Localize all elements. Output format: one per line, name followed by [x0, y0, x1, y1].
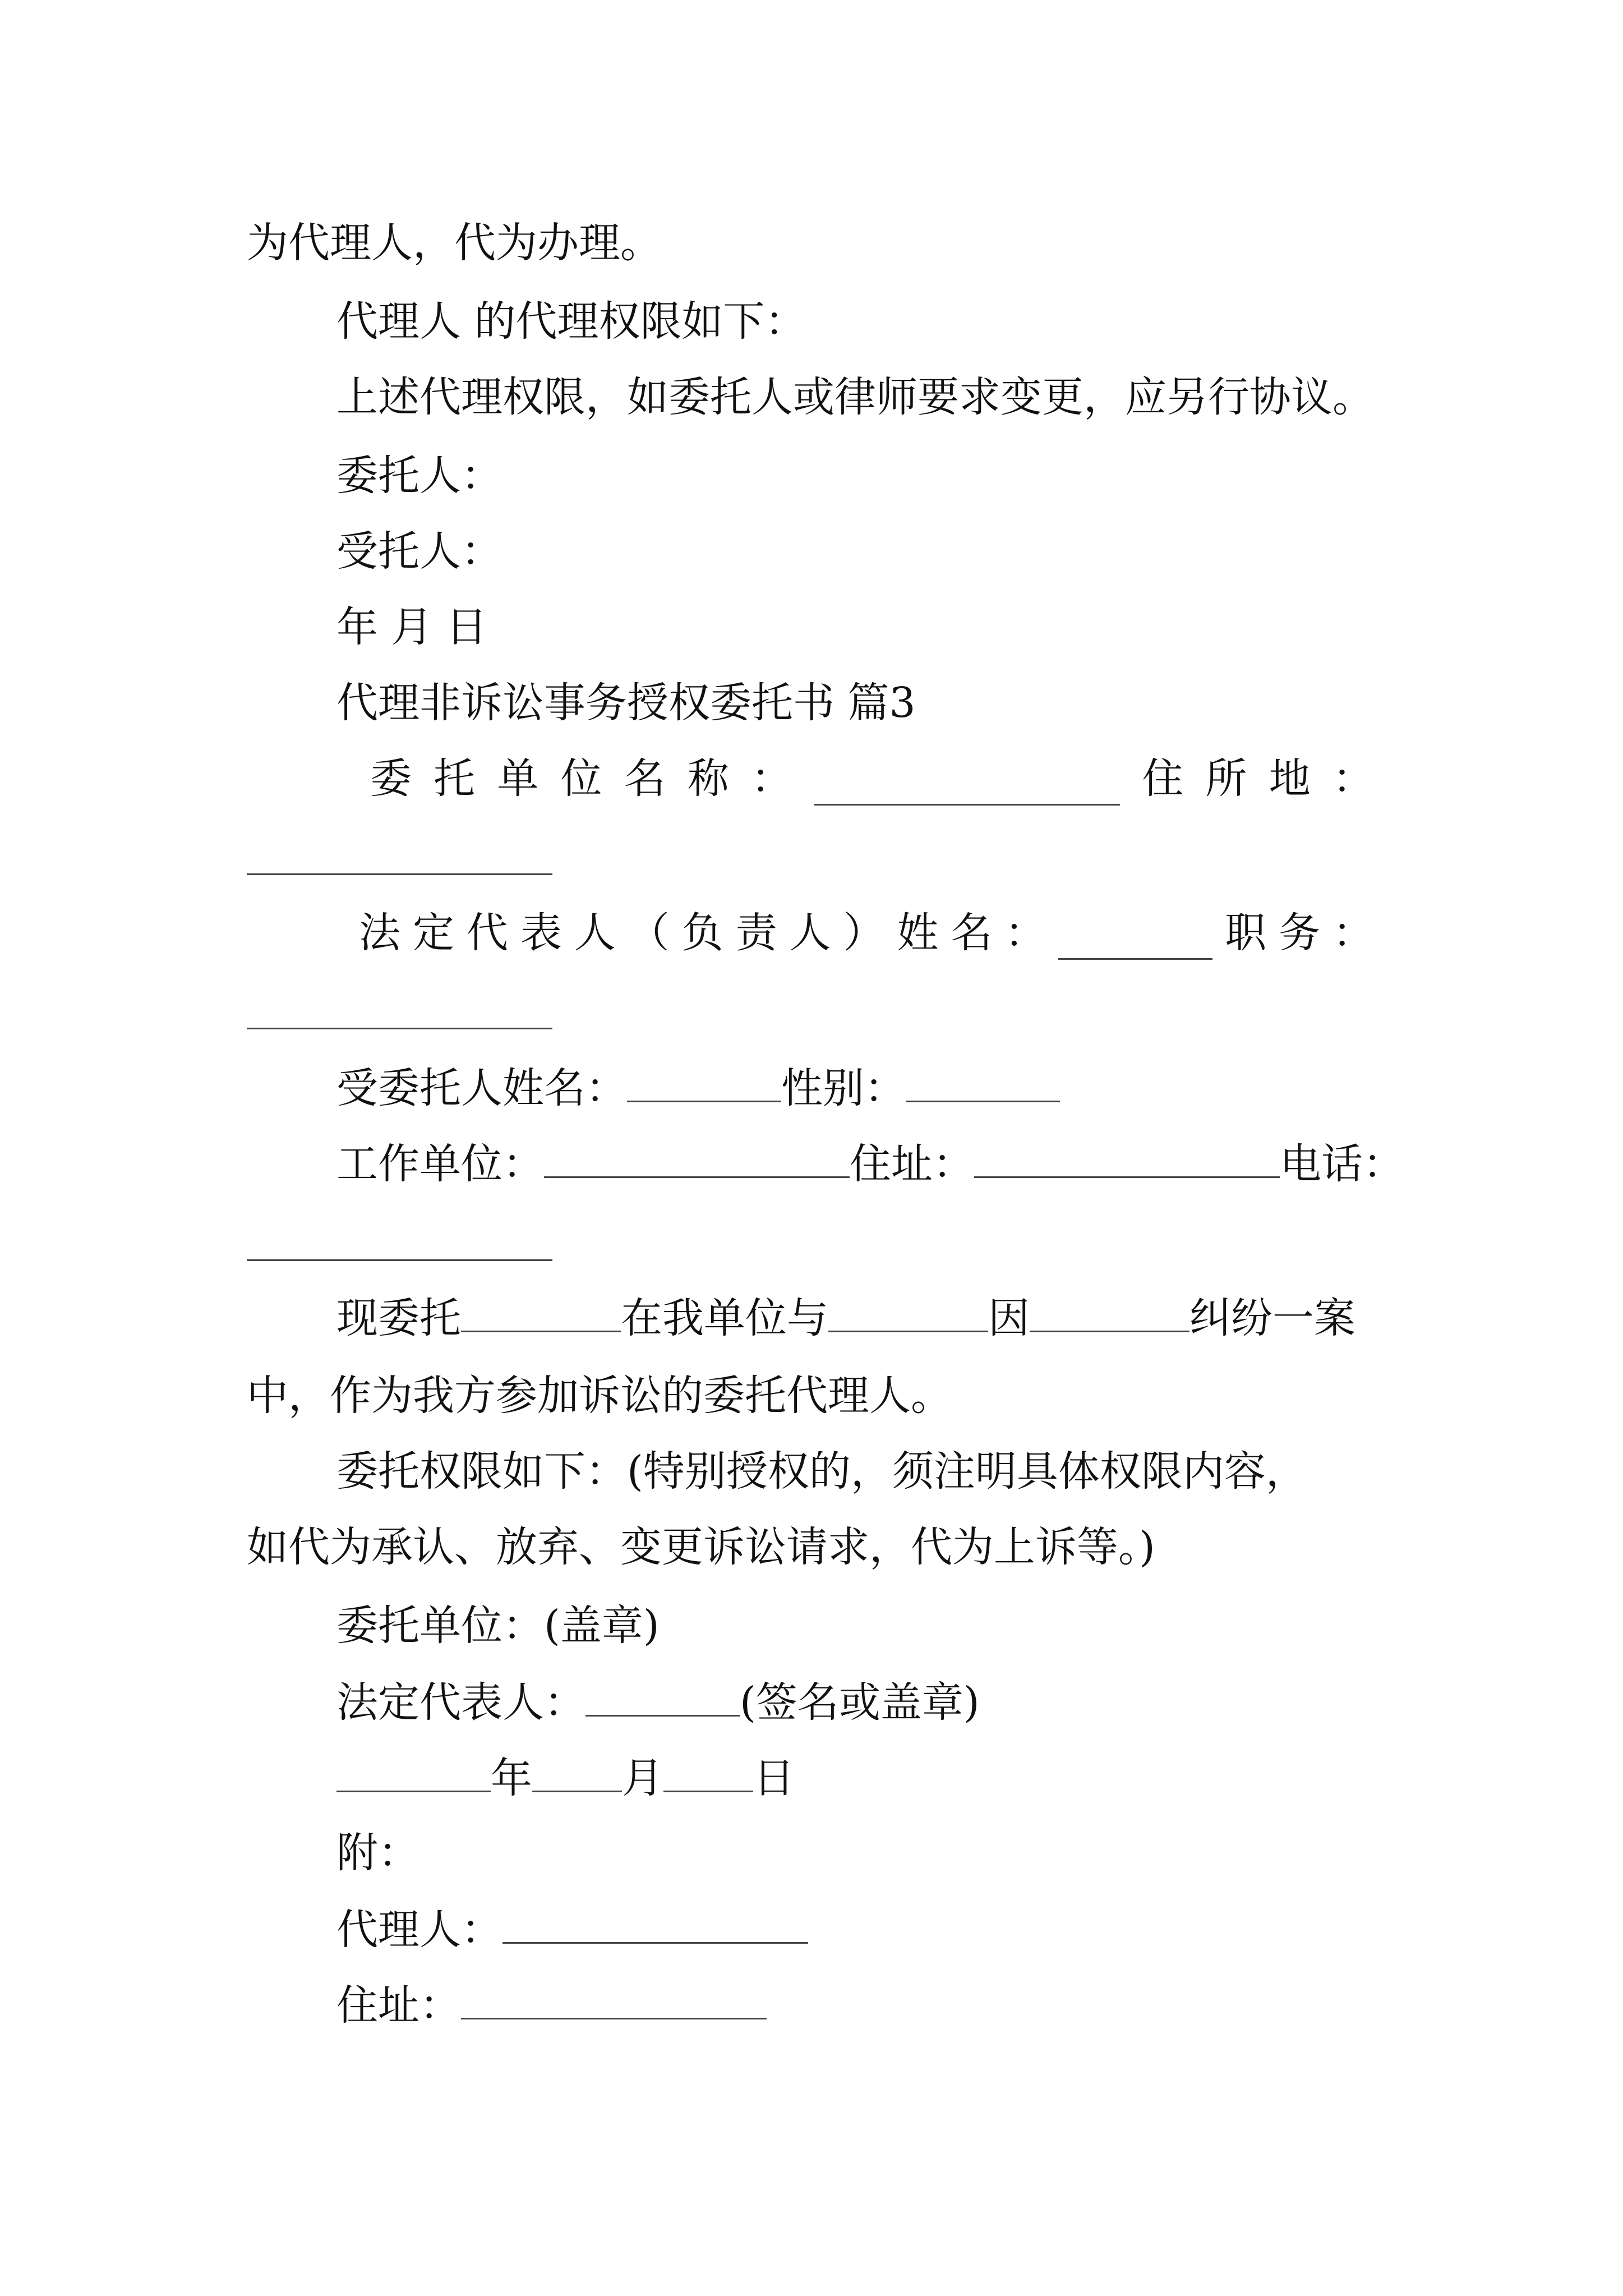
text-line: 受委托人姓名： 性别：: [336, 1060, 1060, 1114]
text-line: 附：: [336, 1829, 419, 1877]
text-line: 如代为承认、放弃、变更诉讼请求，代为上诉等。): [247, 1523, 1155, 1571]
text-line: 法 定 代 表 人 （ 负 责 人 ） 姓 名 ： 职 务 ：: [359, 906, 1374, 960]
fill-blank[interactable]: [585, 1674, 740, 1717]
text-line: 代理人 的代理权限如下：: [336, 297, 806, 346]
fill-blank[interactable]: [247, 873, 552, 875]
text-line: 现委托 在我单位与 因 纠纷一案: [336, 1290, 1355, 1344]
fill-blank[interactable]: [627, 1060, 781, 1102]
section-heading: 代理非诉讼事务授权委托书 篇3: [336, 679, 916, 727]
fill-blank[interactable]: [906, 1060, 1060, 1102]
fill-blank[interactable]: [502, 1902, 808, 1944]
fill-blank[interactable]: [814, 763, 1120, 806]
fill-blank[interactable]: [663, 1750, 753, 1792]
text-line: 受托人：: [336, 527, 502, 576]
fill-blank[interactable]: [1030, 1290, 1189, 1332]
fill-blank[interactable]: [974, 1136, 1280, 1178]
fill-blank[interactable]: [532, 1750, 622, 1792]
fill-blank[interactable]: [247, 1028, 552, 1029]
text-line: 委托人：: [336, 452, 502, 500]
fill-blank[interactable]: [544, 1136, 850, 1178]
text-line: 年 月 日: [336, 603, 488, 651]
text-line: 委托权限如下：(特别授权的，须注明具体权限内容，: [336, 1447, 1307, 1496]
fill-blank[interactable]: [828, 1290, 988, 1332]
text-line: 工作单位： 住址： 电话：: [336, 1136, 1404, 1190]
text-line: 代理人：: [336, 1902, 808, 1955]
text-line: 住址：: [336, 1977, 767, 2031]
fill-blank[interactable]: [461, 1290, 621, 1332]
text-line: 上述代理权限，如委托人或律师要求变更，应另行协议。: [336, 373, 1374, 421]
text-line: 法定代表人： (签名或盖章): [336, 1674, 980, 1728]
text-line: 为代理人，代为办理。: [247, 219, 662, 267]
text-line: 委托单位：(盖章): [336, 1602, 660, 1650]
fill-blank[interactable]: [461, 1977, 767, 2019]
date-line: 年 月 日: [336, 1750, 795, 1804]
fill-blank[interactable]: [247, 1259, 552, 1261]
text-line: 委 托 单 位 名 称 ： 住 所 地 ：: [370, 752, 1374, 806]
text-line: 中，作为我方参加诉讼的委托代理人。: [247, 1372, 952, 1420]
fill-blank[interactable]: [336, 1750, 491, 1792]
fill-blank[interactable]: [1058, 918, 1212, 960]
